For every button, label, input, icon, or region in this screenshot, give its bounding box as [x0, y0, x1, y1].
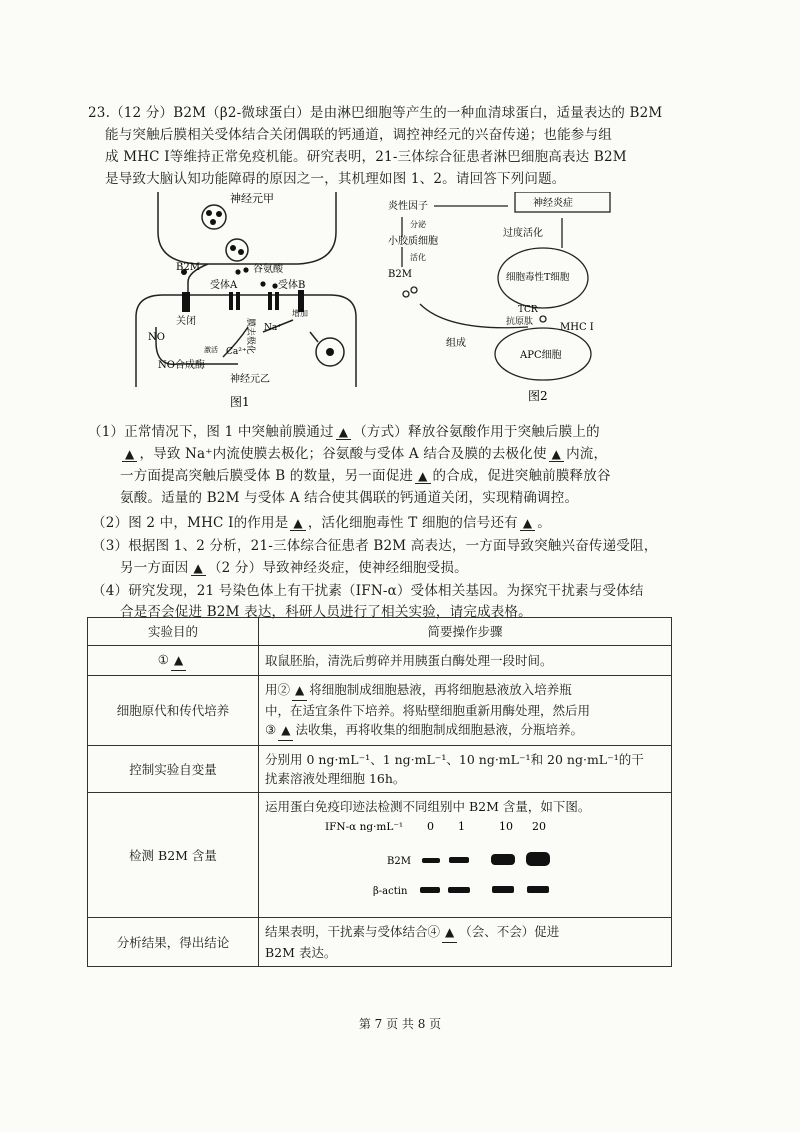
q1-text: ，导致 Na⁺内流使膜去极化；谷氨酸与受体 A 结合及膜的去极化使 — [139, 446, 547, 462]
q3-text: 另一方面因 — [120, 560, 189, 576]
fig1-receptor-a-label: 受体A — [210, 280, 238, 291]
fig1-receptor-b-label: 受体B — [278, 280, 306, 291]
row1-purpose-label: ① — [157, 652, 169, 667]
table-row — [88, 646, 672, 676]
fig1-neuron-b-label: 神经元乙 — [230, 374, 270, 385]
blot-conc-3: 20 — [532, 820, 546, 833]
fig2-ctl-label: 细胞毒性T细胞 — [506, 272, 570, 283]
row2-text: ③ — [265, 722, 277, 737]
q1-text: 内流， — [566, 446, 608, 462]
fig2-mhc-label: MHC Ⅰ — [560, 322, 594, 333]
row2-blank-2[interactable]: ▲ — [278, 721, 293, 741]
fig1-neuron-a-label: 神经元甲 — [230, 192, 274, 205]
fig2-antigen-label: 抗原肽 — [506, 317, 534, 327]
blot-band — [491, 854, 515, 865]
experiment-table — [87, 617, 672, 967]
row5-steps — [259, 918, 672, 967]
blot-band — [448, 887, 470, 893]
blot-row-b2m: B2M — [387, 856, 411, 867]
blot-band — [449, 857, 469, 863]
q2-blank-2[interactable]: ▲ — [520, 516, 535, 531]
row5-text: （会、不会）促进 — [459, 924, 560, 939]
fig2-tcr-label: TCR — [518, 305, 538, 315]
blot-band — [526, 852, 550, 866]
row2-text: 法收集，再将收集的细胞制成细胞悬液，分瓶培养。 — [295, 722, 583, 737]
fig1-no-synthase-label: NO合成酶 — [158, 360, 205, 371]
table-header-row — [88, 618, 672, 646]
intro-line-4: 是导致大脑认知功能障碍的原因之一，其机理如图 1、2。请回答下列问题。 — [105, 171, 566, 187]
row1-steps: 取鼠胚胎，清洗后剪碎并用胰蛋白酶处理一段时间。 — [259, 646, 672, 676]
blot-band — [420, 887, 440, 893]
q1-blank-1[interactable]: ▲ — [336, 425, 351, 440]
figure-2 — [388, 192, 628, 407]
fig1-promote-label: 增加 — [292, 309, 308, 318]
fig1-b2m-label: B2M — [176, 262, 200, 273]
q2-text: ，活化细胞毒性 T 细胞的信号还有 — [307, 515, 518, 531]
q1-line-3 — [120, 464, 611, 484]
row3-line-1: 分别用 0 ng·mL⁻¹、1 ng·mL⁻¹、10 ng·mL⁻¹和 20 ng·mL⁻¹的干 — [265, 752, 644, 767]
row1-blank[interactable]: ▲ — [171, 651, 186, 671]
row2-steps — [259, 676, 672, 746]
header-purpose: 实验目的 — [88, 618, 259, 646]
fig2-compose-label: 组成 — [446, 338, 466, 349]
q2-text: （2）图 2 中，MHC Ⅰ的作用是 — [92, 515, 289, 531]
fig1-closed-label: 关闭 — [176, 316, 196, 327]
fig2-b2m-label: B2M — [388, 269, 412, 280]
table-row — [88, 793, 672, 918]
q1-text: （1）正常情况下，图 1 中突触前膜通过 — [88, 424, 334, 440]
blot-conc-0: 0 — [427, 820, 434, 833]
row2-purpose: 细胞原代和传代培养 — [88, 676, 259, 746]
blot-band — [527, 886, 549, 893]
fig1-depol-label: 膜去极化 — [245, 318, 255, 355]
q4-line-1: （4）研究发现，21 号染色体上有干扰素（IFN-α）受体相关基因。为探究干扰素与受体结 — [92, 583, 644, 599]
fig2-neuro-inflammation-label: 神经炎症 — [533, 198, 573, 209]
q3-text: （2 分）导致神经炎症，使神经细胞受损。 — [207, 560, 468, 576]
fig2-secrete-label: 分泌 — [410, 220, 426, 229]
q1-line-4: 氨酸。适量的 B2M 与受体 A 结合使其偶联的钙通道关闭，实现精确调控。 — [120, 490, 579, 506]
q1-blank-2[interactable]: ▲ — [122, 447, 137, 462]
intro-line-2: 能与突触后膜相关受体结合关闭偶联的钙通道，调控神经元的兴奋传递；也能参与组 — [105, 127, 612, 143]
row3-line-2: 扰素溶液处理细胞 16h。 — [265, 771, 406, 786]
blot-conc-1: 1 — [458, 820, 465, 833]
fig1-activate-label: 激活 — [204, 346, 218, 354]
row2-text: 将细胞制成细胞悬液，再将细胞悬液放入培养瓶 — [309, 682, 572, 697]
table-row — [88, 918, 672, 967]
fig2-apc-label: APC细胞 — [520, 350, 562, 361]
intro-line-3: 成 MHC Ⅰ等维持正常免疫机能。研究表明，21-三体综合征患者淋巴细胞高表达 B2M — [105, 149, 627, 165]
fig1-glutamate-label: 谷氨酸 — [253, 264, 283, 275]
fig1-no-label: NO — [148, 332, 165, 343]
row2-line-1 — [265, 680, 665, 701]
row4-purpose: 检测 B2M 含量 — [88, 793, 259, 918]
row5-purpose: 分析结果，得出结论 — [88, 918, 259, 967]
q4-line-2: 合是否会促进 B2M 表达，科研人员进行了相关实验，请完成表格。 — [120, 604, 532, 620]
row5-text: 结果表明，干扰素与受体结合④ — [265, 924, 441, 939]
table-row — [88, 676, 672, 746]
fig1-caption: 图1 — [230, 395, 250, 409]
fig1-na-label: Na⁺ — [264, 323, 282, 333]
row3-steps — [259, 746, 672, 793]
q2-blank-1[interactable]: ▲ — [290, 516, 305, 531]
q3-line-1: （3）根据图 1、2 分析，21-三体综合征患者 B2M 高表达，一方面导致突触兴奋传递受阻， — [92, 538, 658, 554]
row1-purpose — [88, 646, 259, 676]
page-number: 第 7 页 共 8 页 — [358, 1017, 442, 1031]
row3-purpose: 控制实验自变量 — [88, 746, 259, 793]
blot-header: IFN-α ng·mL⁻¹ — [325, 821, 404, 833]
q1-blank-4[interactable]: ▲ — [415, 469, 430, 484]
western-blot — [265, 816, 665, 908]
fig2-microglia-label: 小胶质细胞 — [388, 236, 438, 247]
q1-text: 一方面提高突触后膜受体 B 的数量，另一面促进 — [120, 468, 414, 484]
blot-row-actin: β-actin — [373, 886, 408, 897]
fig2-over-activation-label: 过度活化 — [503, 228, 543, 239]
fig2-caption: 图2 — [528, 389, 548, 403]
intro-line-1: 23.（12 分）B2M（β2-微球蛋白）是由淋巴细胞等产生的一种血清球蛋白，适量表达的 B2M — [88, 105, 663, 121]
fig1-ca-label: Ca²⁺ — [226, 347, 247, 357]
header-steps: 简要操作步骤 — [259, 618, 672, 646]
q2-line — [92, 511, 551, 531]
row5-line-1 — [265, 922, 665, 943]
q1-text: 的合成，促进突触前膜释放谷 — [432, 468, 611, 484]
row2-text: 用② — [265, 682, 291, 697]
blot-conc-2: 10 — [499, 820, 513, 833]
row5-line-2: B2M 表达。 — [265, 945, 337, 960]
q2-text: 。 — [537, 515, 551, 531]
blot-band — [492, 886, 514, 893]
row2-line-2: 中，在适宜条件下培养。将贴壁细胞重新用酶处理，然后用 — [265, 703, 591, 718]
row2-line-3 — [265, 720, 665, 741]
q1-line-2 — [120, 442, 607, 462]
table-row — [88, 746, 672, 793]
fig2-inflammatory-label: 炎性因子 — [388, 201, 428, 212]
q1-text: （方式）释放谷氨酸作用于突触后膜上的 — [353, 424, 600, 440]
q3-line-2 — [120, 556, 468, 576]
q1-line-1 — [88, 420, 600, 440]
row4-steps — [259, 793, 672, 918]
row4-text: 运用蛋白免疫印迹法检测不同组别中 B2M 含量，如下图。 — [265, 799, 591, 814]
fig2-activate-label: 活化 — [410, 253, 426, 262]
q1-blank-3[interactable]: ▲ — [549, 447, 564, 462]
q3-blank[interactable]: ▲ — [191, 561, 206, 576]
row2-blank-1[interactable]: ▲ — [292, 681, 307, 701]
row5-blank[interactable]: ▲ — [442, 923, 457, 943]
blot-band — [422, 858, 440, 863]
figure-1 — [118, 192, 376, 412]
